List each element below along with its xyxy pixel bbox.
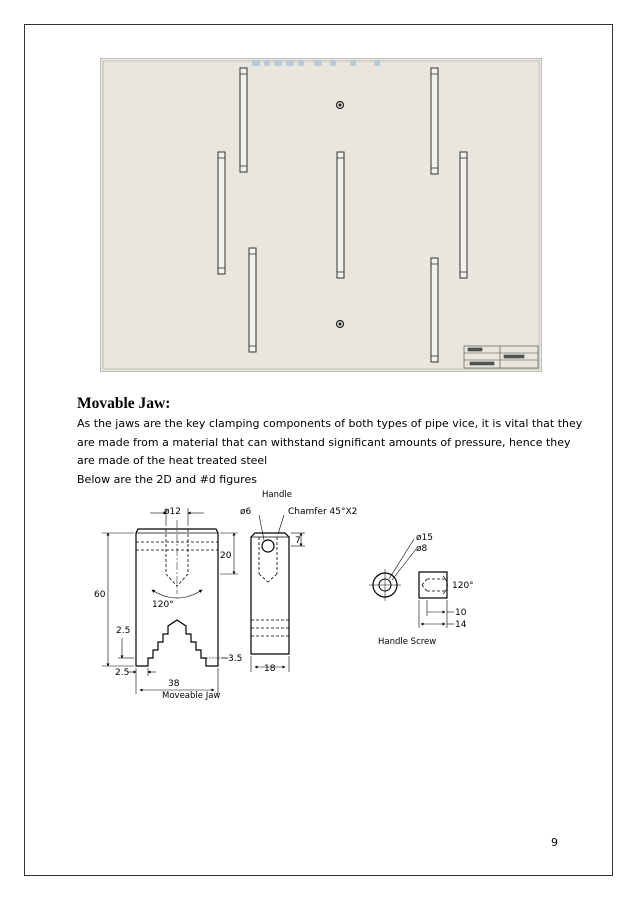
handle-labels [240,490,357,674]
chamfer-note: Chamfer 45°X2 [288,507,358,517]
engineering-drawing [88,486,488,701]
caption-moveable-jaw: Moveable Jaw [162,691,221,701]
body-paragraph [77,415,583,489]
dim-3-5: 3.5 [228,654,243,664]
cad-layout-image [100,58,542,372]
paragraph-line: are made of the heat treated steel [77,454,268,467]
dim-20: 20 [220,551,232,561]
dim-14: 14 [455,620,467,630]
dim-10: 10 [455,608,467,618]
dim-phi12: ø12 [164,507,181,517]
caption-handle: Handle [262,490,292,500]
dim-18: 18 [264,664,276,674]
paragraph-line: Below are the 2D and #d figures [77,472,257,486]
paragraph-line: are made from a material that can withstand significant amounts of pressure, hence they [77,435,571,449]
dim-7: 7 [295,536,301,546]
page-number: 9 [551,836,558,849]
dim-60: 60 [94,590,106,600]
angle-120-screw: 120° [452,581,474,591]
caption-handle-screw: Handle Screw [378,637,437,647]
dim-phi15: ø15 [416,533,433,543]
moveable-jaw-labels [94,507,242,701]
dim-phi6: ø6 [240,507,252,517]
angle-120-jaw: 120° [152,600,174,610]
paragraph-line: As the jaws are the key clamping components of both types of pipe vice, it is vital that they [77,417,583,430]
dim-2-5-left: 2.5 [116,626,131,636]
dim-phi8: ø8 [416,544,428,554]
dim-38: 38 [168,679,180,689]
handle-screw-drawing [369,539,454,628]
dim-2-5-bottom: 2.5 [115,668,130,678]
section-heading: Movable Jaw: [77,395,171,412]
